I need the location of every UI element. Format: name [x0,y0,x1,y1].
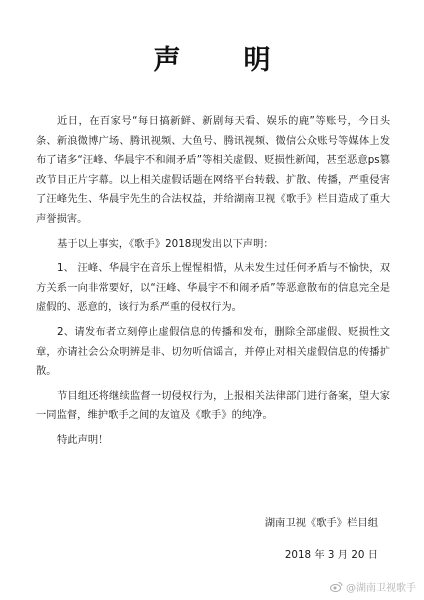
statement-body [36,112,390,456]
paragraph-intro: 近日，在百家号“每日搞新鲜、新剧每天看、娱乐的鹿”等账号，今日头条、新浪微博广场、腾讯视频、大鱼号、腾讯视频、微信公众账号等媒体上发布了诸多“汪峰、华晨宇不和闹矛盾”等相关虚假、贬损性新闻，甚至恶意ps篡改节目正片字幕。以上相关虚假话题在网络平台转载、扩散、传播，严重侵害了汪峰先生、华晨宇先生的合法权益，并给湖南卫视《歌手》栏目造成了重大声誉损害。 [36,115,390,225]
paragraph-point-1: 1、 汪峰、华晨宇在音乐上惺惺相惜，从未发生过任何矛盾与不愉快，双方关系一向非常要好，以“汪峰、华晨宇不和闹矛盾”等恶意散布的信息完全是虚假的、恶意的，该行为系严重的侵权行为。 [36,262,390,314]
document-title: 声 明 [153,45,289,76]
paragraph-basis: 基于以上事实，《歌手》2018现发出以下声明： [57,237,274,250]
signature-date: 2018 年 3 月 20 日 [284,549,378,561]
signature-block [265,513,378,577]
signature-org: 湖南卫视《歌手》栏目组 [264,517,378,529]
paragraph-point-2: 2、请发布者立刻停止虚假信息的传播和发布，删除全部虚假、贬损性文章，亦请社会公众明辨是非、切勿听信谣言，并停止对相关虚假信息的传播扩散。 [36,325,390,378]
watermark [330,579,416,594]
paragraph-supervision: 节目组还将继续监督一切侵权行为，上报相关法律部门进行备案，望大家一同监督，维护歌手之间的友谊及《歌手》的纯净。 [36,389,390,422]
watermark-text: @湖南卫视歌手 [346,583,416,594]
weibo-icon [330,581,343,592]
paragraph-closing: 特此声明！ [57,433,109,446]
